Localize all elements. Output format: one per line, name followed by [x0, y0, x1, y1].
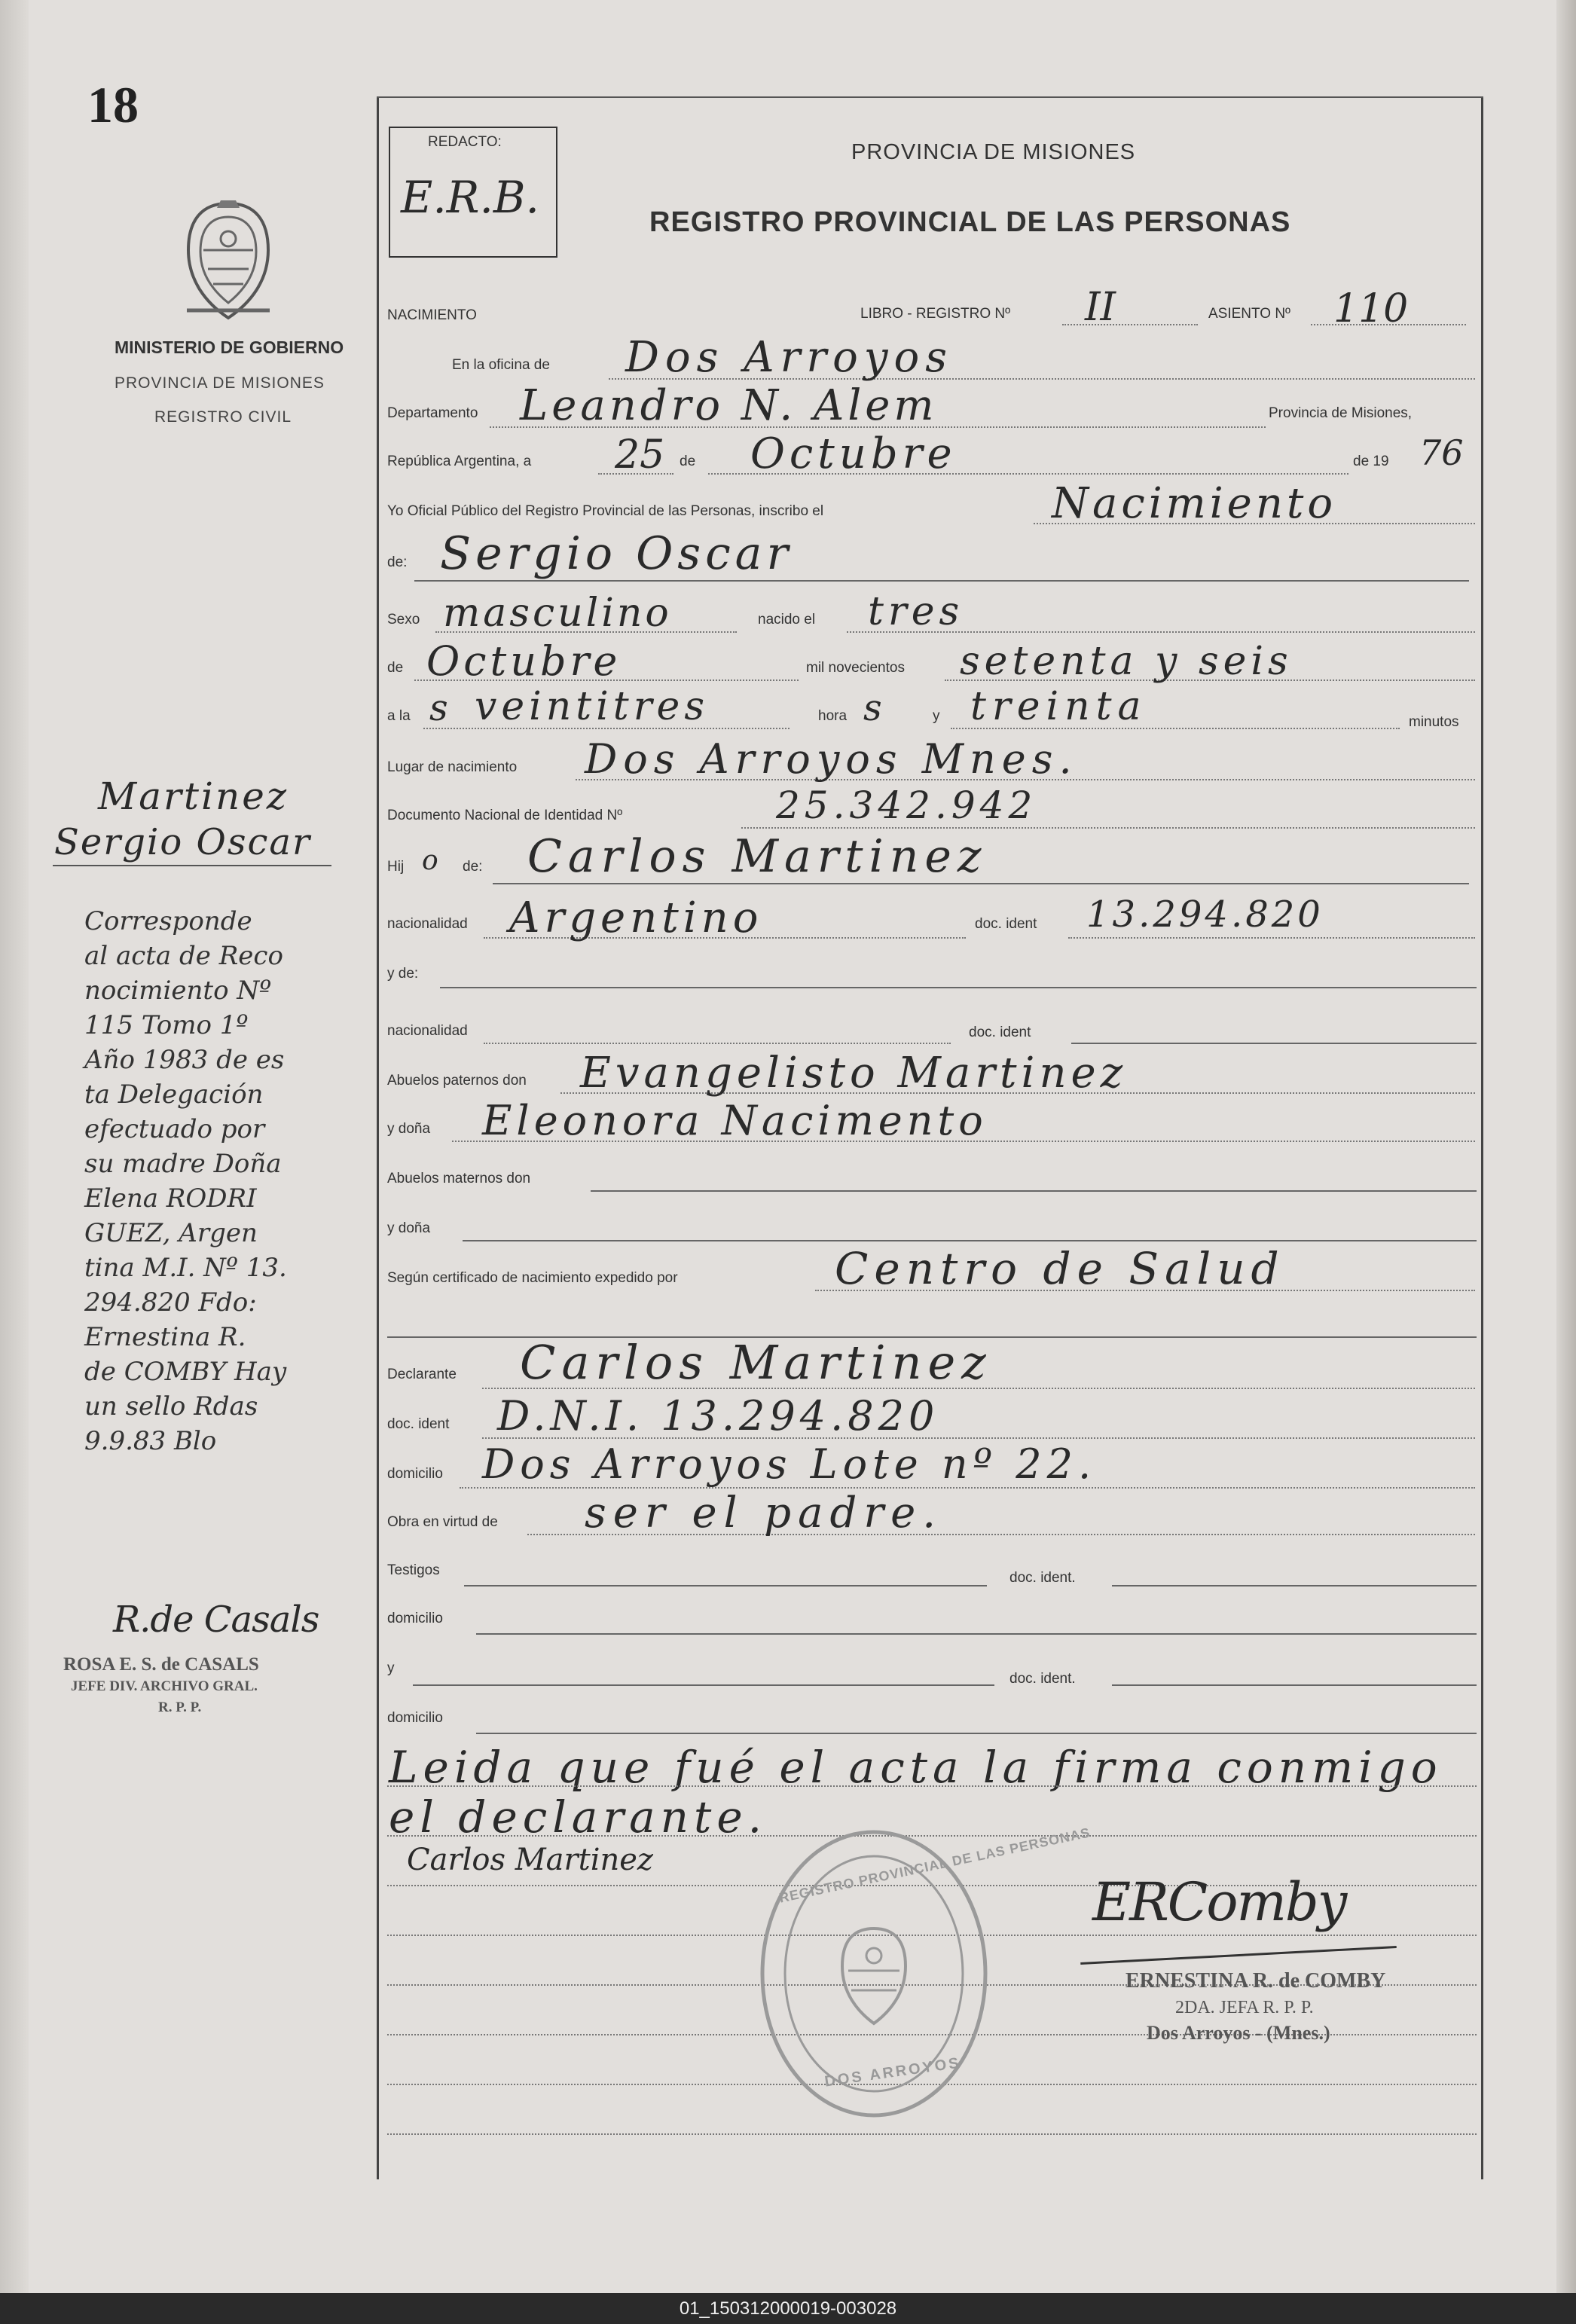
nacionalidad2-line — [484, 1043, 951, 1044]
month-value: Octubre — [750, 429, 957, 478]
oficial-label: Yo Oficial Público del Registro Provincial de las Personas, inscribo el — [387, 503, 824, 519]
margin-stamp-line1: ROSA E. S. de CASALS — [63, 1654, 259, 1675]
certificado-label: Según certificado de nacimiento expedido por — [387, 1270, 678, 1286]
hijo-label: Hij — [387, 859, 405, 875]
official-title: 2DA. JEFA R. P. P. — [1175, 1998, 1314, 2017]
margin-note-line: su madre Doña — [84, 1149, 282, 1179]
lugar-label: Lugar de nacimiento — [387, 759, 518, 775]
mother-line — [440, 987, 1477, 988]
date-de-label: de — [680, 454, 696, 469]
margin-name-line2: Sergio Oscar — [54, 821, 311, 863]
docident2-label: doc. ident — [969, 1025, 1031, 1040]
horas-suffix: s — [863, 687, 882, 729]
minutos-label: minutos — [1409, 714, 1459, 730]
closing-line-1: Leida que fué el acta la firma conmigo — [389, 1742, 1443, 1793]
docident-label: doc. ident — [975, 916, 1037, 932]
ruled-line — [387, 2133, 1477, 2135]
margin-note-line: 9.9.83 Blo — [84, 1426, 217, 1456]
margin-annotation — [84, 904, 386, 1458]
margin-note-line: Ernestina R. — [84, 1322, 246, 1352]
margin-note-line: GUEZ, Argen — [84, 1218, 258, 1248]
margin-stamp-line3: R. P. P. — [158, 1699, 202, 1715]
page-binding — [0, 0, 29, 2293]
abuela-mat-line — [463, 1240, 1477, 1241]
minutes-value: treinta — [970, 684, 1147, 729]
testigos-line — [464, 1585, 987, 1586]
docident-value: 13.294.820 — [1086, 893, 1324, 936]
provincia-label: Provincia de Misiones, — [1269, 405, 1413, 421]
name-value: Sergio Oscar — [440, 527, 793, 580]
asiento-label: ASIENTO Nº — [1208, 306, 1290, 322]
margin-note-line: tina M.I. Nº 13. — [84, 1253, 287, 1283]
top-border-line — [377, 96, 1483, 98]
margin-note-line: un sello Rdas — [84, 1391, 258, 1422]
docident3-value: D.N.I. 13.294.820 — [497, 1392, 939, 1440]
dni-value: 25.342.942 — [776, 783, 1037, 827]
nacido-label: nacido el — [758, 612, 816, 628]
name-de-label: de: — [387, 554, 408, 570]
testigo2-line — [413, 1684, 994, 1686]
nacionalidad2-label: nacionalidad — [387, 1023, 468, 1039]
inscribo-value: Nacimiento — [1052, 479, 1337, 528]
header-province: PROVINCIA DE MISIONES — [851, 140, 1136, 164]
official-place: Dos Arroyos - (Mnes.) — [1147, 2022, 1330, 2044]
birth-month-value: Octubre — [426, 637, 622, 685]
margin-note-line: ta Delegación — [84, 1080, 264, 1110]
official-signature-underline — [1080, 1946, 1397, 1965]
page-edge — [1556, 0, 1576, 2293]
domicilio-value: Dos Arroyos Lote nº 22. — [482, 1440, 1097, 1488]
docident4-line — [1112, 1585, 1477, 1586]
oficina-value: Dos Arroyos — [625, 333, 953, 382]
seal-bottom-text: DOS ARROYOS — [823, 2054, 962, 2090]
domicilio-label: domicilio — [387, 1466, 443, 1482]
alas-label: a la — [387, 708, 411, 724]
year-value: 76 — [1419, 432, 1464, 473]
obra-label: Obra en virtud de — [387, 1514, 498, 1530]
day-value: 25 — [615, 432, 665, 478]
margin-note-line: efectuado por — [84, 1114, 265, 1144]
libro-value: II — [1085, 285, 1116, 330]
margin-note-line: 115 Tomo 1º — [84, 1010, 249, 1040]
year-label: de 19 — [1353, 454, 1389, 469]
margin-note-line: Elena RODRI — [84, 1183, 257, 1214]
margin-name-line1: Martinez — [98, 774, 289, 818]
domicilio3-label: domicilio — [387, 1710, 443, 1726]
docident2-line — [1071, 1043, 1477, 1044]
right-border-line — [1481, 96, 1483, 2179]
abuelo-pat-value: Evangelisto Martinez — [580, 1049, 1128, 1098]
margin-signature: R.de Casals — [113, 1599, 319, 1641]
margin-note-line: Corresponde — [84, 906, 252, 936]
yde-label: y de: — [387, 966, 419, 982]
margin-name-underline — [53, 865, 331, 866]
name-line — [414, 580, 1469, 582]
departamento-label: Departamento — [387, 405, 478, 421]
province-label-left: PROVINCIA DE MISIONES — [115, 374, 325, 392]
father-value: Carlos Martinez — [527, 830, 988, 883]
sexo-label: Sexo — [387, 612, 420, 628]
domicilio2-line — [476, 1633, 1477, 1635]
header-title: REGISTRO PROVINCIAL DE LAS PERSONAS — [649, 206, 1291, 238]
abuelos-pat-label: Abuelos paternos don — [387, 1073, 527, 1089]
dni-line — [741, 827, 1475, 829]
seal-top-text: REGISTRO PROVINCIAL DE LAS PERSONAS — [777, 1825, 1092, 1906]
nacionalidad-value: Argentino — [509, 893, 763, 942]
obra-value: ser el padre. — [585, 1489, 943, 1538]
ministry-label: MINISTERIO DE GOBIERNO — [115, 337, 344, 357]
docident3-label: doc. ident — [387, 1416, 450, 1432]
docident-line — [1068, 937, 1475, 939]
official-name: ERNESTINA R. de COMBY — [1125, 1969, 1386, 1993]
horas-label: hora — [818, 708, 848, 724]
page-number: 18 — [87, 76, 139, 133]
nacionalidad-label: nacionalidad — [387, 916, 468, 932]
ydona-label: y doña — [387, 1121, 431, 1137]
declarante-signature: Carlos Martinez — [407, 1843, 653, 1877]
docident4-label: doc. ident. — [1009, 1570, 1076, 1586]
redacto-value: E.R.B. — [401, 172, 539, 223]
docident5-line — [1112, 1684, 1477, 1686]
redacto-label: REDACTO: — [428, 134, 502, 150]
declarante-value: Carlos Martinez — [520, 1335, 992, 1390]
official-signature: ERComby — [1092, 1871, 1346, 1933]
margin-note-line: Año 1983 de es — [84, 1045, 285, 1075]
libro-label: LIBRO - REGISTRO Nº — [860, 306, 1011, 322]
margin-note-line: al acta de Reco — [84, 941, 283, 971]
minutes-y-label: y — [933, 708, 940, 724]
closing-line-2: el declarante. — [389, 1791, 768, 1843]
margin-note-line: de COMBY Hay — [84, 1357, 287, 1387]
declarante-label: Declarante — [387, 1367, 457, 1382]
hour-value: veintitres — [475, 684, 710, 729]
y2-label: y — [387, 1660, 395, 1676]
testigos-label: Testigos — [387, 1562, 440, 1578]
dni-label: Documento Nacional de Identidad Nº — [387, 808, 623, 823]
redacto-box — [389, 127, 557, 258]
mil-value: setenta y seis — [960, 639, 1293, 684]
father-de-label: de: — [463, 859, 483, 875]
asiento-value: 110 — [1333, 286, 1409, 331]
certificado-value: Centro de Salud — [835, 1243, 1285, 1294]
image-id-footer: 01_150312000019-003028 — [0, 2293, 1576, 2324]
libro-line — [1062, 324, 1198, 325]
abuelos-mat-label: Abuelos maternos don — [387, 1171, 531, 1186]
record-type-label: NACIMIENTO — [387, 307, 477, 323]
closing-line-1-rule — [387, 1785, 1477, 1787]
mil-label: mil novecientos — [806, 660, 905, 676]
departamento-value: Leandro N. Alem — [520, 381, 938, 430]
hour-suffix: s — [429, 687, 448, 729]
docident5-label: doc. ident. — [1009, 1671, 1076, 1687]
nacido-value: tres — [868, 589, 964, 634]
abuelo-mat-line — [591, 1190, 1477, 1192]
margin-note-line: 294.820 Fdo: — [84, 1287, 257, 1318]
margin-stamp-line2: JEFE DIV. ARCHIVO GRAL. — [71, 1678, 258, 1694]
coat-of-arms-icon — [172, 197, 285, 325]
margin-note-line: nocimiento Nº — [84, 976, 272, 1006]
domicilio3-line — [476, 1733, 1477, 1734]
republica-label: República Argentina, a — [387, 454, 532, 469]
registry-label: REGISTRO CIVIL — [154, 408, 292, 426]
domicilio2-label: domicilio — [387, 1611, 443, 1626]
hijo-suffix: o — [422, 845, 438, 876]
lugar-value: Dos Arroyos Mnes. — [585, 735, 1078, 783]
sexo-value: masculino — [443, 591, 672, 636]
father-line — [493, 883, 1469, 884]
ydona2-label: y doña — [387, 1220, 431, 1236]
abuela-pat-value: Eleonora Nacimento — [482, 1097, 988, 1144]
birth-de-label: de — [387, 660, 404, 676]
oficina-label: En la oficina de — [452, 357, 550, 373]
